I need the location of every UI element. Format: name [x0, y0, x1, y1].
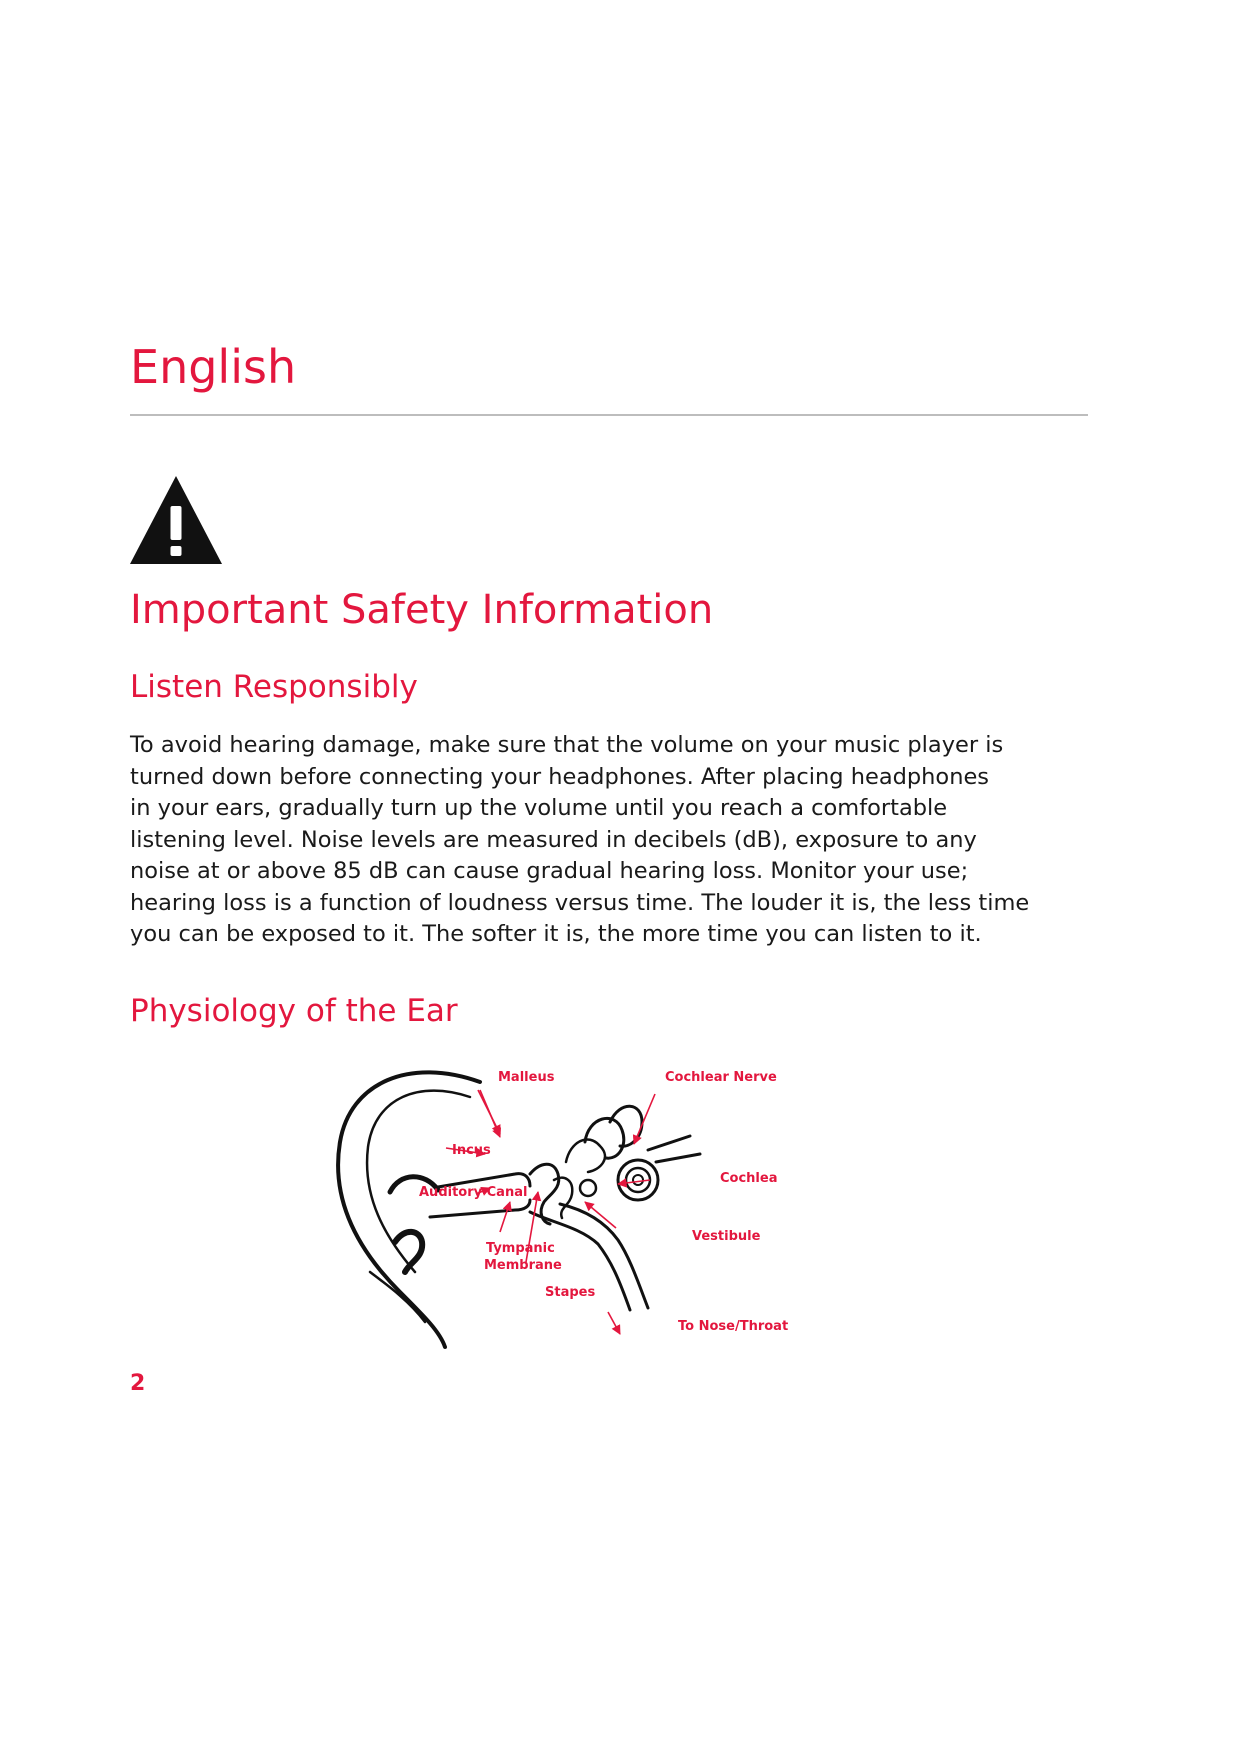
paragraph-line: listening level. Noise levels are measured in decibels (dB), exposure to any [130, 826, 977, 853]
listen-paragraph [130, 730, 1090, 951]
label-malleus: Malleus [498, 1070, 555, 1085]
label-tympanic: Tympanic [486, 1241, 555, 1256]
paragraph-line: turned down before connecting your headphones. After placing headphones [130, 763, 990, 790]
paragraph-line: you can be exposed to it. The softer it is, the more time you can listen to it. [130, 921, 982, 947]
paragraph-line: in your ears, gradually turn up the volume until you reach a comfortable [130, 795, 948, 821]
label-auditory-canal: Auditory Canal [419, 1185, 528, 1200]
subsection-title-physiology: Physiology of the Ear [130, 993, 458, 1029]
paragraph-line: noise at or above 85 dB can cause gradual hearing loss. Monitor your use; [130, 858, 969, 884]
ear-anatomy-drawing [338, 1072, 700, 1347]
warning-triangle-icon [128, 472, 224, 568]
label-vestibule: Vestibule [692, 1229, 761, 1244]
label-stapes: Stapes [545, 1285, 596, 1300]
label-membrane: Membrane [484, 1258, 562, 1273]
paragraph-line: hearing loss is a function of loudness versus time. The louder it is, the less time [130, 889, 1030, 916]
section-title: Important Safety Information [130, 587, 714, 633]
page-number: 2 [130, 1371, 146, 1396]
label-incus: Incus [452, 1143, 491, 1158]
paragraph-line: To avoid hearing damage, make sure that the volume on your music player is [130, 732, 1004, 758]
divider [130, 414, 1088, 416]
label-cochlea: Cochlea [720, 1171, 778, 1186]
ear-diagram [330, 1062, 800, 1362]
label-to-nose-throat: To Nose/Throat [678, 1319, 789, 1334]
language-title: English [130, 340, 297, 394]
label-cochlear-nerve: Cochlear Nerve [665, 1070, 777, 1085]
subsection-title-listen: Listen Responsibly [130, 669, 418, 705]
